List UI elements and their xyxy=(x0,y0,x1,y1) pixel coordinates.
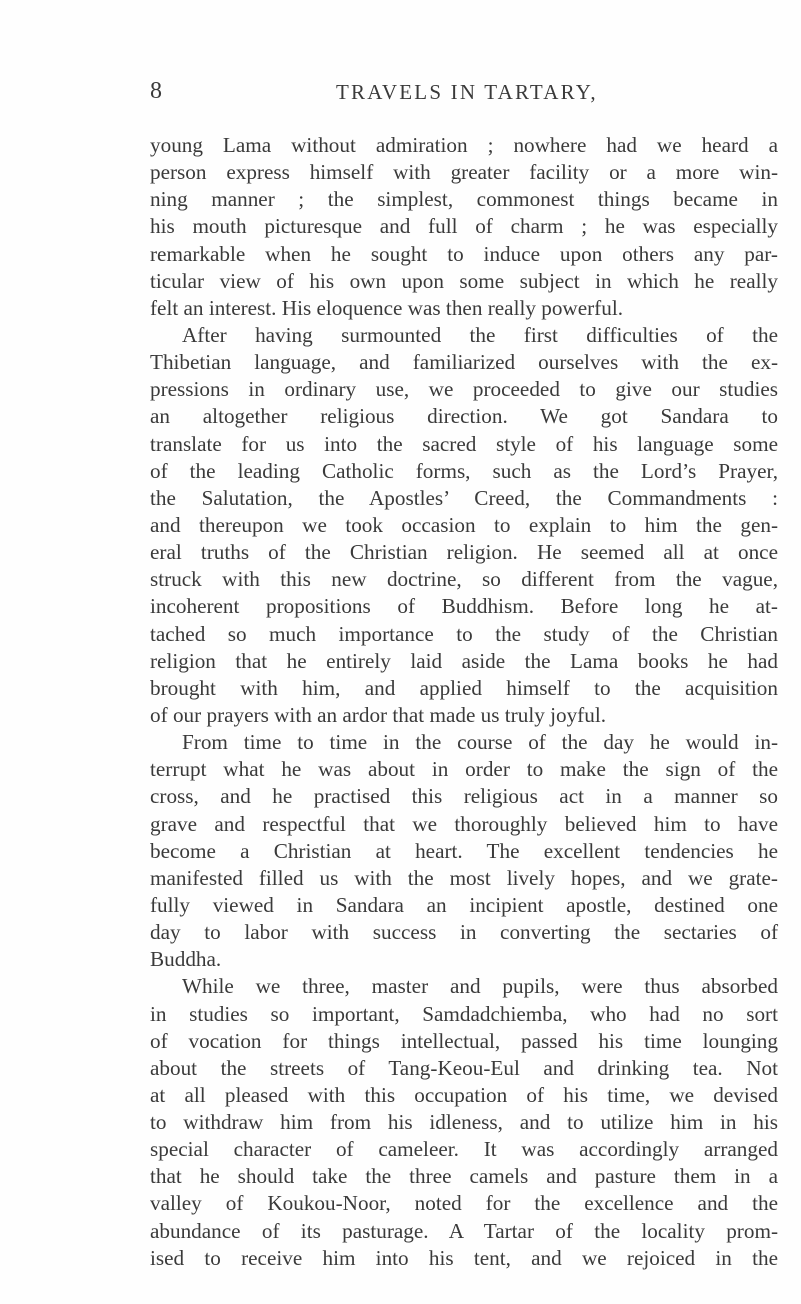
text-line: of vocation for things intellectual, passed his time lounging xyxy=(150,1028,778,1053)
text-line: about the streets of Tang-Keou-Eul and drinking tea. Not xyxy=(150,1055,778,1080)
text-line: fully viewed in Sandara an incipient apostle, destined one xyxy=(150,892,778,917)
text-line: terrupt what he was about in order to make the sign of the xyxy=(150,757,778,782)
text-line: After having surmounted the first difficulties of the xyxy=(182,322,778,347)
text-line: Thibetian language, and familiarized ourselves with the ex- xyxy=(150,350,778,375)
text-line: ning manner ; the simplest, commonest things became in xyxy=(150,187,778,212)
text-line: in studies so important, Samdadchiemba, who had no sort xyxy=(150,1001,778,1026)
text-line: become a Christian at heart. The excellent tendencies he xyxy=(150,838,778,863)
text-line: and thereupon we took occasion to explain to him the gen- xyxy=(150,512,778,537)
text-line: that he should take the three camels and pasture them in a xyxy=(150,1164,778,1189)
text-line: the Salutation, the Apostles’ Creed, the Commandments : xyxy=(150,485,778,510)
page-number: 8 xyxy=(150,78,163,104)
text-line: religion that he entirely laid aside the Lama books he had xyxy=(150,648,778,673)
text-line: remarkable when he sought to induce upon others any par- xyxy=(150,241,778,266)
text-line: grave and respectful that we thoroughly believed him to have xyxy=(150,811,778,836)
text-line: eral truths of the Christian religion. He seemed all at once xyxy=(150,540,778,565)
text-line: While we three, master and pupils, were thus absorbed xyxy=(182,974,778,999)
text-line: an altogether religious direction. We got Sandara to xyxy=(150,404,778,429)
text-line: valley of Koukou-Noor, noted for the excellence and the xyxy=(150,1191,778,1216)
running-head xyxy=(150,78,790,112)
text-line: of our prayers with an ardor that made us truly joyful. xyxy=(150,702,606,727)
text-line: incoherent propositions of Buddhism. Before long he at- xyxy=(150,594,778,619)
text-line: at all pleased with this occupation of his time, we devised xyxy=(150,1082,778,1107)
text-line: his mouth picturesque and full of charm ; he was especially xyxy=(150,214,778,239)
body-text xyxy=(150,132,778,1272)
text-line: Buddha. xyxy=(150,947,222,972)
text-line: brought with him, and applied himself to the acquisition xyxy=(150,675,778,700)
text-line: person express himself with greater facility or a more win- xyxy=(150,160,778,185)
text-line: cross, and he practised this religious act in a manner so xyxy=(150,784,778,809)
text-line: felt an interest. His eloquence was then really powerful. xyxy=(150,295,624,320)
text-line: to withdraw him from his idleness, and to utilize him in his xyxy=(150,1110,778,1135)
text-line: struck with this new doctrine, so different from the vague, xyxy=(150,567,778,592)
text-line: ticular view of his own upon some subject in which he really xyxy=(150,268,778,293)
text-line: From time to time in the course of the day he would in- xyxy=(182,730,778,755)
text-line: translate for us into the sacred style of his language some xyxy=(150,431,778,456)
text-line: manifested filled us with the most lively hopes, and we grate- xyxy=(150,865,778,890)
text-line: ised to receive him into his tent, and we rejoiced in the xyxy=(150,1245,778,1270)
text-line: young Lama without admiration ; nowhere had we heard a xyxy=(150,133,778,157)
text-line: abundance of its pasturage. A Tartar of the locality prom- xyxy=(150,1218,778,1243)
text-line: tached so much importance to the study of the Christian xyxy=(150,621,778,646)
text-line: pressions in ordinary use, we proceeded to give our studies xyxy=(150,377,778,402)
running-title: TRAVELS IN TARTARY, xyxy=(336,80,598,104)
text-line: special character of cameleer. It was accordingly arranged xyxy=(150,1137,778,1162)
text-line: of the leading Catholic forms, such as the Lord’s Prayer, xyxy=(150,458,778,483)
text-line: day to labor with success in converting the sectaries of xyxy=(150,920,778,945)
